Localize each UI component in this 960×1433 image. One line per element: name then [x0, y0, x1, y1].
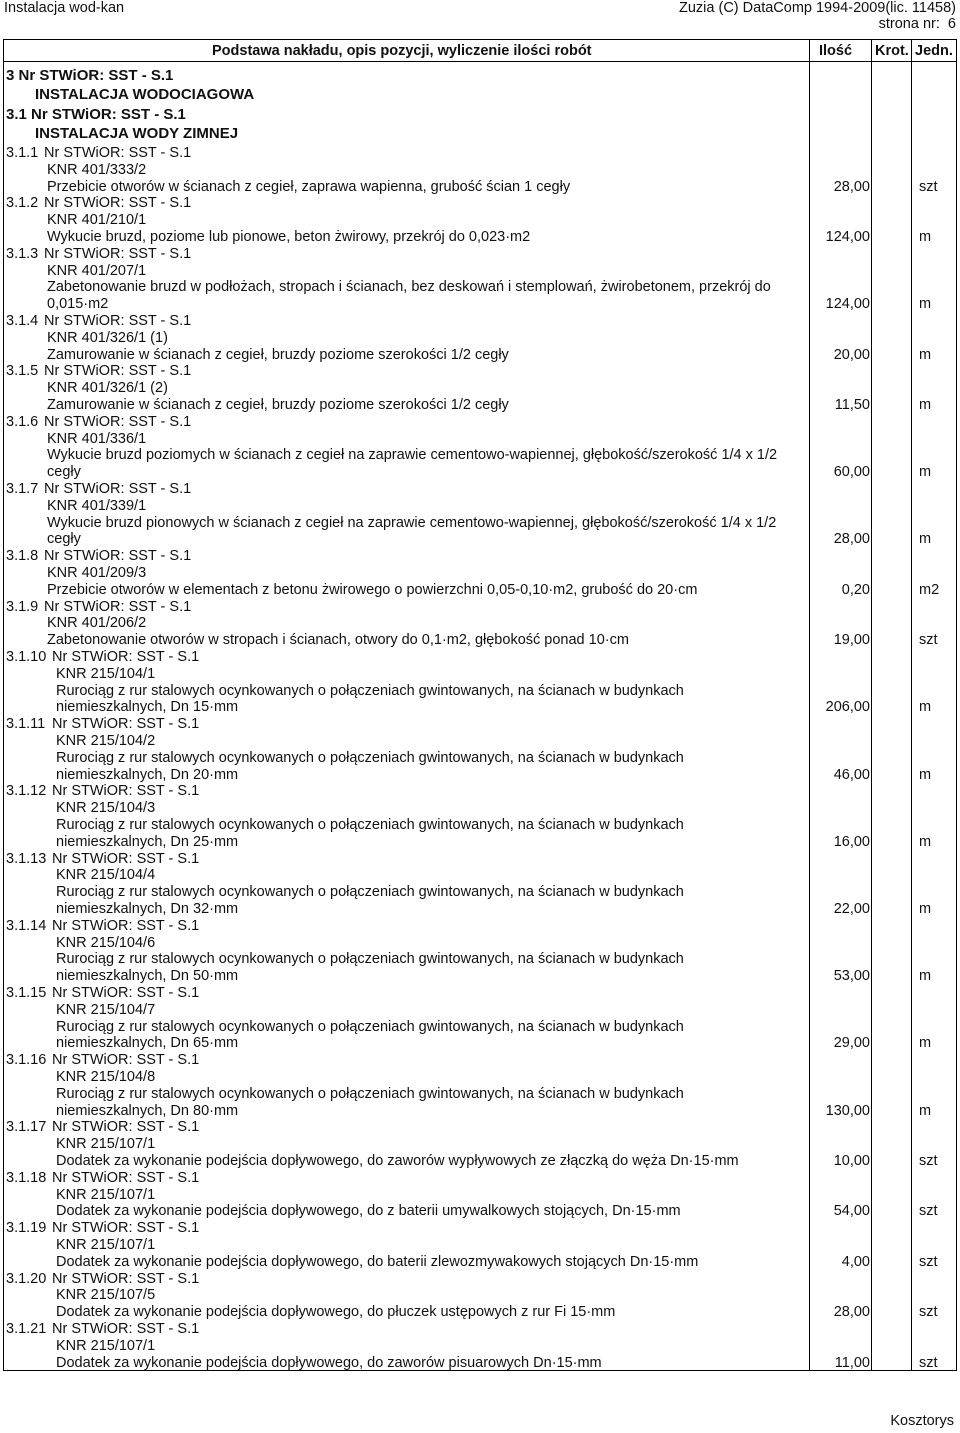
item-unit: m — [919, 397, 932, 413]
item-unit: szt — [919, 632, 938, 649]
item-unit: m — [919, 833, 932, 850]
item-description: niemieszkalnych, Dn 25·mm — [56, 833, 239, 850]
item-unit: szt — [919, 1203, 938, 1220]
item-unit: m — [919, 766, 932, 783]
item-description: niemieszkalnych, Dn 65·mm — [56, 1035, 239, 1052]
item-number: 3.1.10 — [6, 649, 47, 665]
item-number: 3.1.6 — [6, 413, 39, 430]
item-spec: Nr STWiOR: SST - S.1 — [44, 195, 192, 212]
item-knr: KNR 215/104/1 — [56, 665, 156, 682]
item-unit: szt — [919, 1153, 938, 1169]
item-description: 0,015·m2 — [47, 296, 109, 313]
item-unit: m — [919, 531, 932, 548]
item-description: Rurociąg z rur stalowych ocynkowanych o połączeniach gwintowanych, na ścianach w budynkach — [56, 884, 684, 901]
item-number: 3.1.2 — [6, 195, 39, 212]
item-number: 3.1.5 — [6, 363, 39, 380]
item-knr: KNR 401/207/1 — [47, 262, 147, 279]
section-name: INSTALACJA WODY ZIMNEJ — [35, 124, 239, 142]
item-number: 3.1.20 — [6, 1270, 47, 1287]
item-number: 3.1.19 — [6, 1220, 47, 1237]
item-spec: Nr STWiOR: SST - S.1 — [52, 1220, 200, 1237]
item-knr: KNR 215/104/8 — [56, 1069, 156, 1085]
item-description: Rurociąg z rur stalowych ocynkowanych o połączeniach gwintowanych, na ścianach w budynkach — [56, 817, 684, 833]
item-unit: m — [919, 296, 932, 313]
item-number: 3.1.21 — [6, 1321, 47, 1337]
item-knr: KNR 401/206/2 — [47, 615, 147, 632]
item-unit: m — [919, 1102, 932, 1119]
item-quantity: 29,00 — [833, 1035, 870, 1052]
header-software: Zuzia (C) DataComp 1994-2009(lic. 11458) — [679, 0, 956, 16]
item-description: Zabetonowanie otworów w stropach i ścianach, otwory do 0,1·m2, głębokość ponad 10·cm — [47, 632, 629, 649]
item-number: 3.1.14 — [6, 917, 47, 934]
item-unit: m — [919, 1035, 932, 1052]
item-knr: KNR 215/107/1 — [56, 1237, 156, 1253]
item-unit: m — [919, 229, 932, 245]
item-spec: Nr STWiOR: SST - S.1 — [52, 1119, 200, 1136]
item-spec: Nr STWiOR: SST - S.1 — [52, 1321, 200, 1337]
column-header-krot: Krot. — [875, 43, 909, 59]
item-number: 3.1.12 — [6, 783, 47, 800]
item-knr: KNR 215/107/1 — [56, 1337, 156, 1354]
item-spec: Nr STWiOR: SST - S.1 — [52, 1169, 200, 1186]
item-quantity: 10,00 — [833, 1153, 870, 1169]
item-spec: Nr STWiOR: SST - S.1 — [52, 649, 200, 665]
item-spec: Nr STWiOR: SST - S.1 — [44, 413, 192, 430]
item-spec: Nr STWiOR: SST - S.1 — [52, 917, 200, 934]
item-quantity: 124,00 — [825, 296, 870, 313]
item-unit: m2 — [919, 581, 940, 598]
item-description: Rurociąg z rur stalowych ocynkowanych o połączeniach gwintowanych, na ścianach w budynkach — [56, 1085, 684, 1102]
item-unit: szt — [919, 1304, 938, 1321]
item-knr: KNR 215/104/3 — [56, 800, 156, 817]
item-unit: szt — [919, 1253, 938, 1270]
page-number-block — [875, 16, 956, 32]
item-description: niemieszkalnych, Dn 15·mm — [56, 699, 239, 716]
item-knr: KNR 215/107/1 — [56, 1186, 156, 1203]
page-number: 6 — [947, 16, 956, 32]
item-quantity: 19,00 — [833, 632, 870, 649]
item-number: 3.1.9 — [6, 598, 39, 615]
item-quantity: 206,00 — [825, 699, 870, 716]
item-number: 3.1.15 — [6, 985, 47, 1001]
item-description: cegły — [47, 464, 81, 481]
item-unit: m — [919, 968, 932, 985]
item-description: Rurociąg z rur stalowych ocynkowanych o połączeniach gwintowanych, na ścianach w budynkach — [56, 1018, 684, 1035]
header-divider — [4, 61, 956, 62]
item-description: Zabetonowanie bruzd w podłożach, stropach i ścianach, bez deskowań i stemplowań, żwirobetonem, przekrój do — [47, 279, 771, 296]
item-knr: KNR 401/333/2 — [47, 161, 147, 178]
item-spec: Nr STWiOR: SST - S.1 — [52, 985, 200, 1001]
page-number-label: strona nr: — [878, 16, 940, 32]
item-quantity: 28,00 — [833, 178, 870, 195]
item-spec: Nr STWiOR: SST - S.1 — [52, 1052, 200, 1069]
item-unit: m — [919, 699, 932, 716]
item-knr: KNR 401/339/1 — [47, 497, 147, 514]
item-quantity: 22,00 — [833, 901, 870, 917]
item-description: Rurociąg z rur stalowych ocynkowanych o połączeniach gwintowanych, na ścianach w budynkach — [56, 749, 684, 766]
item-quantity: 16,00 — [833, 833, 870, 850]
header-title: Instalacja wod-kan — [4, 0, 125, 16]
item-knr: KNR 401/209/3 — [47, 565, 147, 581]
item-spec: Nr STWiOR: SST - S.1 — [44, 363, 192, 380]
item-quantity: 53,00 — [833, 968, 870, 985]
item-description: Wykucie bruzd pionowych w ścianach z cegieł na zaprawie cementowo-wapiennej, głębokość/szerokość 1/4 x 1/2 — [47, 514, 777, 531]
item-number: 3.1.3 — [6, 245, 39, 262]
item-description: Dodatek za wykonanie podejścia dopływowego, do baterii zlewozmywakowych stojących Dn·15·mm — [56, 1253, 699, 1270]
section-code: 3 Nr STWiOR: SST - S.1 — [6, 67, 174, 84]
item-number: 3.1.7 — [6, 481, 39, 497]
item-spec: Nr STWiOR: SST - S.1 — [44, 481, 192, 497]
item-knr: KNR 215/107/1 — [56, 1136, 156, 1153]
item-spec: Nr STWiOR: SST - S.1 — [52, 1270, 200, 1287]
section-code: 3.1 Nr STWiOR: SST - S.1 — [6, 105, 186, 123]
item-spec: Nr STWiOR: SST - S.1 — [44, 245, 192, 262]
column-divider — [911, 40, 912, 1370]
column-header-quantity: Ilość — [819, 43, 853, 59]
item-unit: szt — [919, 178, 938, 195]
item-knr: KNR 215/104/7 — [56, 1001, 156, 1018]
item-knr: KNR 401/210/1 — [47, 212, 147, 229]
item-knr: KNR 215/104/6 — [56, 934, 156, 951]
item-quantity: 11,50 — [834, 397, 870, 413]
item-spec: Nr STWiOR: SST - S.1 — [52, 783, 200, 800]
footer-label: Kosztorys — [890, 1413, 954, 1429]
item-number: 3.1.18 — [6, 1169, 47, 1186]
page-header — [0, 0, 960, 20]
item-description: Wykucie bruzd poziomych w ścianach z cegieł na zaprawie cementowo-wapiennej, głębokość/szerokość 1/4 x 1/2 — [47, 447, 778, 464]
item-description: Zamurowanie w ścianach z cegieł, bruzdy poziome szerokości 1/2 cegły — [47, 397, 509, 413]
item-quantity: 130,00 — [825, 1102, 870, 1119]
column-divider — [871, 40, 872, 1370]
item-description: Dodatek za wykonanie podejścia dopływowego, do z baterii umywalkowych stojących, Dn·15·mm — [56, 1203, 681, 1220]
item-spec: Nr STWiOR: SST - S.1 — [44, 598, 192, 615]
column-header-description: Podstawa nakładu, opis pozycji, wyliczenie ilości robót — [212, 43, 592, 59]
item-description: cegły — [47, 531, 81, 548]
item-number: 3.1.8 — [6, 548, 39, 565]
item-quantity: 60,00 — [833, 464, 870, 481]
item-spec: Nr STWiOR: SST - S.1 — [44, 548, 192, 565]
item-number: 3.1.13 — [6, 850, 47, 867]
item-quantity: 4,00 — [841, 1253, 870, 1270]
item-quantity: 20,00 — [833, 346, 870, 363]
item-description: Zamurowanie w ścianach z cegieł, bruzdy poziome szerokości 1/2 cegły — [47, 346, 509, 363]
item-description: Dodatek za wykonanie podejścia dopływowego, do zaworów pisuarowych Dn·15·mm — [56, 1354, 602, 1371]
item-description: Przebicie otworów w elementach z betonu żwirowego o powierzchni 0,05-0,10·m2, grubość do 20·cm — [47, 581, 698, 598]
item-unit: m — [919, 901, 932, 917]
item-knr: KNR 401/336/1 — [47, 430, 147, 447]
item-quantity: 0,20 — [841, 581, 870, 598]
item-number: 3.1.4 — [6, 313, 39, 329]
item-description: Przebicie otworów w ścianach z cegieł, zaprawa wapienna, grubość ścian 1 cegły — [47, 178, 571, 195]
item-unit: szt — [919, 1354, 938, 1371]
item-knr: KNR 215/104/4 — [56, 867, 156, 884]
item-unit: m — [919, 346, 932, 363]
item-quantity: 54,00 — [833, 1203, 870, 1220]
item-spec: Nr STWiOR: SST - S.1 — [44, 145, 192, 161]
item-description: Rurociąg z rur stalowych ocynkowanych o połączeniach gwintowanych, na ścianach w budynkach — [56, 682, 684, 699]
item-spec: Nr STWiOR: SST - S.1 — [44, 313, 192, 329]
item-description: niemieszkalnych, Dn 50·mm — [56, 968, 239, 985]
item-number: 3.1.16 — [6, 1052, 47, 1069]
item-knr: KNR 401/326/1 (2) — [47, 380, 168, 397]
item-knr: KNR 215/107/5 — [56, 1287, 156, 1304]
item-number: 3.1.1 — [6, 145, 39, 161]
item-spec: Nr STWiOR: SST - S.1 — [52, 716, 200, 733]
section-name: INSTALACJA WODOCIAGOWA — [35, 86, 255, 103]
item-number: 3.1.11 — [6, 716, 46, 733]
item-number: 3.1.17 — [6, 1119, 47, 1136]
item-description: niemieszkalnych, Dn 80·mm — [56, 1102, 239, 1119]
item-quantity: 11,00 — [834, 1354, 870, 1371]
item-description: Wykucie bruzd, poziome lub pionowe, beton żwirowy, przekrój do 0,023·m2 — [47, 229, 531, 245]
item-description: niemieszkalnych, Dn 32·mm — [56, 901, 239, 917]
item-spec: Nr STWiOR: SST - S.1 — [52, 850, 200, 867]
item-quantity: 124,00 — [825, 229, 870, 245]
cost-table — [3, 39, 957, 1371]
item-description: niemieszkalnych, Dn 20·mm — [56, 766, 239, 783]
item-description: Rurociąg z rur stalowych ocynkowanych o połączeniach gwintowanych, na ścianach w budynkach — [56, 951, 684, 968]
column-header-unit: Jedn. — [915, 43, 953, 59]
item-quantity: 28,00 — [833, 531, 870, 548]
item-unit: m — [919, 464, 932, 481]
item-knr: KNR 401/326/1 (1) — [47, 329, 168, 346]
item-description: Dodatek za wykonanie podejścia dopływowego, do płuczek ustępowych z rur Fi 15·mm — [56, 1304, 616, 1321]
item-quantity: 46,00 — [833, 766, 870, 783]
item-description: Dodatek za wykonanie podejścia dopływowego, do zaworów wypływowych ze złączką do węża Dn·15·mm — [56, 1153, 739, 1169]
item-knr: KNR 215/104/2 — [56, 733, 156, 749]
item-quantity: 28,00 — [833, 1304, 870, 1321]
